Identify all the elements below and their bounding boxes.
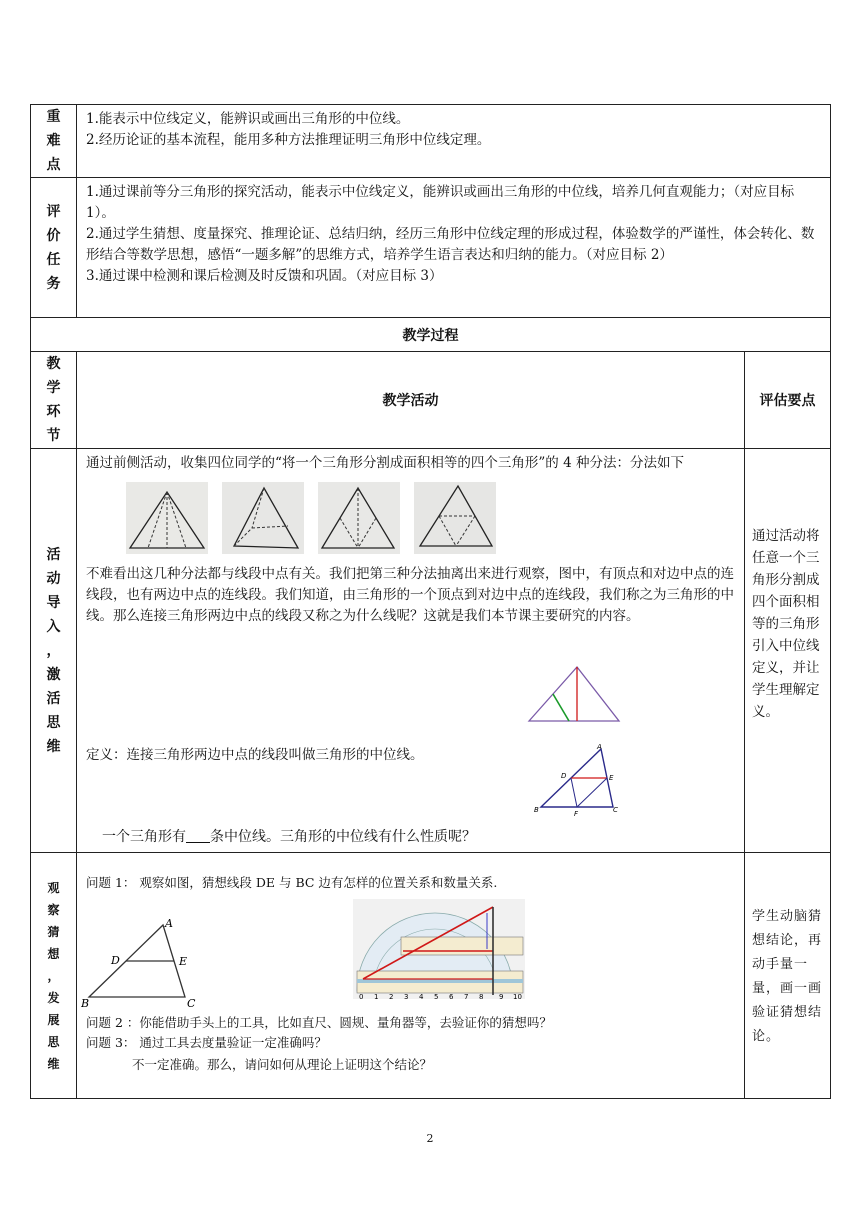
key-point-1: 1.能表示中位线定义，能辨识或画出三角形的中位线。 [86,111,410,127]
key-points-label: 重 难 点 [31,105,77,178]
fig1-label-c: C [613,806,618,814]
eval-task-1: 1.通过课前等分三角形的探究活动，能表示中位线定义，能辨识或画出三角形的中位线，培养几何直观能力；（对应目标 1）。 [86,184,795,221]
svg-text:4: 4 [419,993,424,999]
median-triangle-figure [525,663,623,727]
page-number: 2 [426,1132,434,1145]
eval-tasks-label: 评 价 任 务 [31,178,77,318]
fig1-label-f: F [574,810,579,818]
section1-intro: 通过前侧活动，收集四位同学的“将一个三角形分割成面积相等的四个三角形”的 4 种分法：分法如下 [86,455,684,471]
fig1-label-d: D [561,772,567,780]
section1-label: 活 动 导 入 ， 激 活 思 维 [31,449,77,853]
division-photo-1 [126,482,208,554]
question-2: 问题 2 ：你能借助手头上的工具，比如直尺、圆规、量角器等，去验证你的猜想吗？ [86,1015,552,1030]
midline-triangle-figure [533,741,621,819]
section2-activity [77,853,745,1099]
svg-text:5: 5 [434,993,439,999]
header-row [31,352,831,449]
question-text: 一个三角形有 条中位线。三角形的中位线有什么性质呢？ [102,829,476,845]
svg-text:2: 2 [389,993,394,999]
section2-label: 观 察 猜 想 ， 发 展 思 维 [31,853,77,1099]
section1-body: 不难看出这几种分法都与线段中点有关。我们把第三种分法抽离出来进行观察，图中，有顶点和对边中点的连线段，也有两边中点的连线段。我们知道，由三角形的一个顶点到对边中点的连线段，我们称之为三角形的中线。那么连接三角形两边中点的线段又称之为什么线呢？这就是我们本节课主要研究的内容。 [86,566,734,624]
svg-text:10: 10 [513,993,522,999]
activity-header: 教学活动 [77,352,745,449]
key-points-row [31,105,831,178]
eval-task-2: 2.通过学生猜想、度量探究、推理论证、总结归纳，经历三角形中位线定理的形成过程，体验数学的严谨性，体会转化、数形结合等数学思想，感悟“一题多解”的思维方式，培养学生语言表达和归纳的能力。（对应目标 2） [86,226,815,263]
division-photo-2 [222,482,304,554]
division-photos [126,482,736,554]
key-point-2: 2.经历论证的基本流程，能用多种方法推理证明三角形中位线定理。 [86,132,491,148]
svg-text:8: 8 [479,993,484,999]
process-title-row [31,318,831,352]
question-3: 问题 3： 通过工具去度量验证一定准确吗？ [86,1035,327,1050]
protractor-ruler-photo [353,899,525,999]
section2-evaluation: 学生动脑猜想结论，再动手量一量，画一画验证猜想结论。 [745,853,831,1099]
answer-blank [186,828,210,843]
fig2-label-d: D [111,954,120,967]
eval-task-3: 3.通过课中检测和课后检测及时反馈和巩固。（对应目标 3） [86,268,443,284]
fig2-label-c: C [187,997,196,1009]
section1-activity [77,449,745,853]
question-3-answer: 不一定准确。那么，请问如何从理论上证明这个结论？ [132,1057,433,1072]
division-photo-4 [414,482,496,554]
evaluation-header: 评估要点 [745,352,831,449]
fig2-label-e: E [179,955,188,968]
svg-text:3: 3 [404,993,409,999]
question-1: 问题 1： 观察如图，猜想线段 DE 与 BC 边有怎样的位置关系和数量关系. [86,875,498,890]
svg-text:6: 6 [449,993,454,999]
lesson-plan-table [30,104,831,1099]
section2-row [31,853,831,1099]
triangle-de-bc-figure [81,917,211,1009]
svg-text:7: 7 [464,993,469,999]
section1-evaluation: 通过活动将任意一个三角形分割成四个面积相等的三角形引入中位线定义，并让学生理解定义。 [745,449,831,853]
fig2-label-a: A [165,917,173,930]
eval-tasks-content [77,178,831,318]
svg-text:0: 0 [359,993,364,999]
definition-text: 定义：连接三角形两边中点的线段叫做三角形的中位线。 [86,747,424,763]
fig1-label-e: E [609,774,614,782]
process-title: 教学过程 [31,318,831,352]
fig1-label-a: A [597,743,602,751]
svg-text:9: 9 [499,993,504,999]
division-photo-3 [318,482,400,554]
svg-text:1: 1 [374,993,379,999]
eval-tasks-row [31,178,831,318]
fig1-label-b: B [534,806,539,814]
fig2-label-b: B [81,997,90,1009]
section1-row [31,449,831,853]
stage-header-label: 教 学 环 节 [31,352,77,449]
key-points-content [77,105,831,178]
